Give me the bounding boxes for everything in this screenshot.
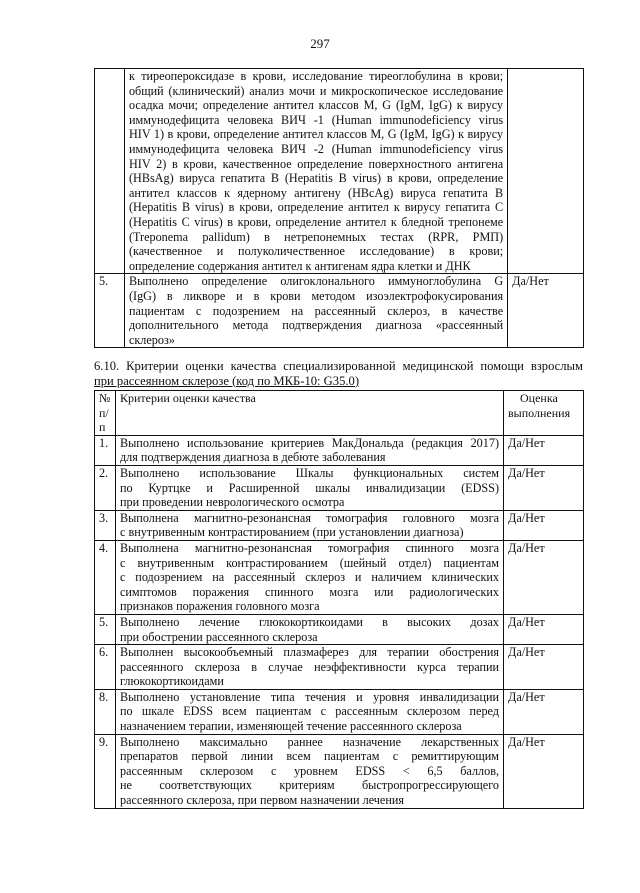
criteria-line: препаратов первой линии всем пациентам с ремиттирующим xyxy=(119,749,500,764)
section-heading-line2: при рассеянном склерозе (код по МКБ-10: G35.0) xyxy=(94,373,360,388)
table-row xyxy=(95,435,584,465)
criteria-line: Выполнена магнитно-резонансная томография спинного мозга xyxy=(119,540,500,555)
continuation-table xyxy=(94,68,584,348)
criteria-line: (Treponema pallidum) в нетрепонемных тестах (RPR, РМП) xyxy=(128,229,504,244)
answer-cell: Да/Нет xyxy=(504,465,584,510)
table-row xyxy=(95,645,584,690)
row-number: 5. xyxy=(95,274,125,348)
header-score xyxy=(504,391,584,436)
header-score-line2: выполнения xyxy=(508,405,571,420)
num-cell xyxy=(95,69,125,274)
answer-cell: Да/Нет xyxy=(504,510,584,540)
criteria-cell xyxy=(115,645,503,690)
criteria-line: с подозрением на рассеянный склероз и наличием клинических xyxy=(119,570,500,585)
header-num xyxy=(95,391,116,436)
criteria-line: к тиреопероксидазе в крови, исследование тиреоглобулина в крови; xyxy=(128,69,504,83)
row-number: 3. xyxy=(95,510,116,540)
answer-cell: Да/Нет xyxy=(508,274,584,348)
criteria-line: рассеянным склерозом с уровнем EDSS < 6,5 баллов, xyxy=(119,763,500,778)
criteria-line: HIV 1) в крови, определение антител классов M, G (IgM, IgG) к вирусу xyxy=(128,127,504,142)
criteria-line: (HBsAg) вируса гепатита B (Hepatitis B virus) в крови, определение xyxy=(128,171,504,186)
criteria-line: Выполнено определение олигоклонального иммуноглобулина G xyxy=(128,274,504,289)
table-row xyxy=(95,510,584,540)
row-number: 1. xyxy=(95,435,116,465)
header-num-line2: п/п xyxy=(99,405,109,435)
answer-cell: Да/Нет xyxy=(504,540,584,614)
row-number: 9. xyxy=(95,734,116,808)
row-number: 8. xyxy=(95,689,116,734)
criteria-cell xyxy=(115,465,503,510)
criteria-cell xyxy=(124,69,507,274)
criteria-cell xyxy=(115,614,503,644)
criteria-line: (Hepatitis B virus) в крови, определение антител к вирусу гепатита C xyxy=(128,200,504,215)
answer-cell: Да/Нет xyxy=(504,435,584,465)
section-heading-line1: 6.10. Критерии оценки качества специализированной медицинской помощи взрослым xyxy=(94,359,583,373)
criteria-line: глюкокортикоидами xyxy=(119,674,224,689)
criteria-line: Выполнено установление типа течения и уровня инвалидизации xyxy=(119,689,500,704)
criteria-cell xyxy=(115,689,503,734)
criteria-line: определение содержания антител к антигенам ядра клетки и ДНК xyxy=(128,258,471,273)
answer-cell xyxy=(508,69,584,274)
criteria-line: Выполнено использование Шкалы функциональных систем xyxy=(119,465,500,480)
answer-cell: Да/Нет xyxy=(504,645,584,690)
criteria-line: рассеянного склероза в случае неэффективности курса терапии xyxy=(119,659,500,674)
criteria-cell xyxy=(115,734,503,808)
table-row xyxy=(95,69,584,274)
criteria-cell xyxy=(115,510,503,540)
row-number: 2. xyxy=(95,465,116,510)
criteria-line: иммунодефицита человека ВИЧ -2 (Human immunodeficiency virus xyxy=(128,141,504,156)
header-score-line1: Оценка xyxy=(520,391,558,405)
answer-cell: Да/Нет xyxy=(504,689,584,734)
criteria-line: Выполнен высокообъемный плазмаферез для терапии обострения xyxy=(119,645,500,660)
criteria-line: (Hepatitis C virus) в крови, определение антител к бледной трепонеме xyxy=(128,214,504,229)
row-number: 6. xyxy=(95,645,116,690)
row-number: 4. xyxy=(95,540,116,614)
criteria-line: иммунодефицита человека ВИЧ -1 (Human immunodeficiency virus xyxy=(128,112,504,127)
criteria-line: (IgG) в ликворе и в крови методом изоэлектрофокусирования xyxy=(128,288,504,303)
criteria-line: осадка мочи; определение антител классов M, G (IgM, IgG) к вирусу xyxy=(128,98,504,113)
page-number: 297 xyxy=(310,36,330,51)
criteria-table xyxy=(94,390,584,809)
table-row xyxy=(95,734,584,808)
criteria-line: с внутривенным контрастированием (при установлении диагноза) xyxy=(119,525,464,540)
criteria-line: по шкале EDSS всем пациентам с рассеянным склерозом перед xyxy=(119,704,500,719)
criteria-line: пациентам с подозрением на рассеянный склероз, в качестве xyxy=(128,303,504,318)
criteria-line: Выполнена магнитно-резонансная томография головного мозга xyxy=(119,510,500,525)
criteria-line: Выполнено использование критериев МакДональда (редакция 2017) xyxy=(119,435,500,450)
criteria-line: с внутривенным контрастированием (шейный отдел) пациентам xyxy=(119,555,500,570)
criteria-line: признаков поражения головного мозга xyxy=(119,599,320,614)
criteria-line: назначением терапии, изменяющей течение рассеянного склероза xyxy=(119,719,462,734)
table-row xyxy=(95,465,584,510)
criteria-line: Выполнено максимально раннее назначение лекарственных xyxy=(119,734,500,749)
criteria-line: Выполнено лечение глюкокортикоидами в высоких дозах xyxy=(119,614,500,629)
criteria-cell xyxy=(124,274,507,348)
criteria-cell xyxy=(115,435,503,465)
section-heading xyxy=(94,359,583,388)
criteria-line: симптомов поражения спинного мозга или радиологических xyxy=(119,584,500,599)
criteria-line: дополнительного метода подтверждения диагноза «рассеянный xyxy=(128,318,504,333)
criteria-line: рассеянного склероза, при первом назначении лечения xyxy=(119,793,404,808)
criteria-line: не соответствующих критериям быстропрогрессирующего xyxy=(119,778,500,793)
criteria-line: при проведении неврологического осмотра xyxy=(119,495,345,510)
table-header-row xyxy=(95,391,584,436)
criteria-line: при обострении рассеянного склероза xyxy=(119,629,318,644)
criteria-line: антител классов к ядерному антигену (HBcAg) вируса гепатита B xyxy=(128,185,504,200)
criteria-line: для подтверждения диагноза в дебюте заболевания xyxy=(119,450,386,465)
row-number: 5. xyxy=(95,614,116,644)
header-num-line1: № xyxy=(99,391,111,405)
criteria-line: HIV 2) в крови, качественное определение поверхностного антигена xyxy=(128,156,504,171)
table-row xyxy=(95,614,584,644)
table-row xyxy=(95,274,584,348)
criteria-cell xyxy=(115,540,503,614)
answer-cell: Да/Нет xyxy=(504,614,584,644)
criteria-line: склероз» xyxy=(128,332,175,347)
header-criteria: Критерии оценки качества xyxy=(115,391,503,436)
answer-cell: Да/Нет xyxy=(504,734,584,808)
table-row xyxy=(95,540,584,614)
criteria-line: по Куртцке и Расширенной шкалы инвалидизации (EDSS) xyxy=(119,480,500,495)
criteria-line: (качественное и полуколичественное исследование) в крови; xyxy=(128,244,504,259)
criteria-line: общий (клинический) анализ мочи и микроскопическое исследование xyxy=(128,83,504,98)
table-row xyxy=(95,689,584,734)
